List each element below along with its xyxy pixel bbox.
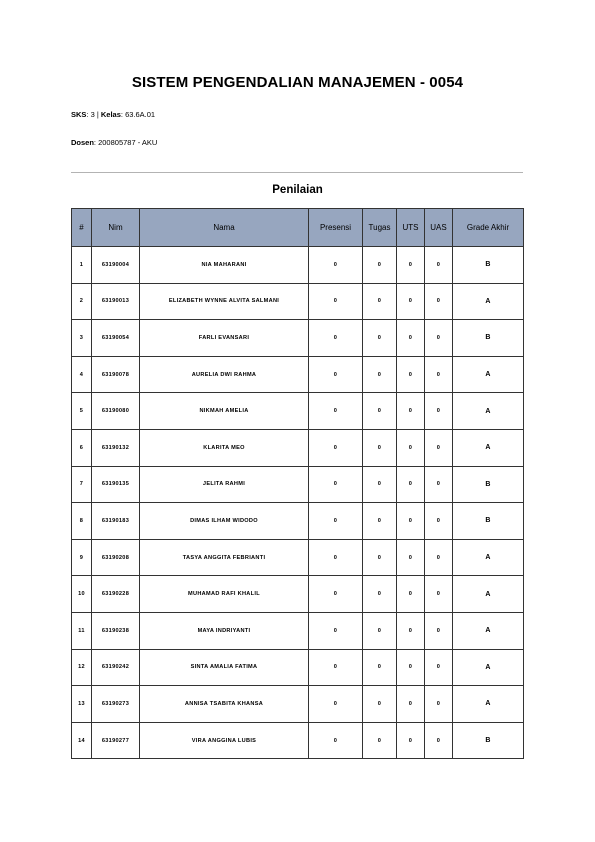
grade-cell: B xyxy=(453,466,524,503)
grade-cell: B xyxy=(453,722,524,759)
table-row xyxy=(72,356,524,393)
grade-cell: A xyxy=(453,356,524,393)
presensi-cell: 0 xyxy=(309,247,363,284)
uts-cell: 0 xyxy=(397,393,425,430)
tugas-cell: 0 xyxy=(363,539,397,576)
table-header-row xyxy=(72,209,524,247)
grade-cell: A xyxy=(453,686,524,723)
uts-cell: 0 xyxy=(397,722,425,759)
tugas-cell: 0 xyxy=(363,393,397,430)
table-row xyxy=(72,722,524,759)
header-tugas: Tugas xyxy=(363,209,397,247)
row-number: 4 xyxy=(72,356,92,393)
nama-cell: ELIZABETH WYNNE ALVITA SALMANI xyxy=(140,283,309,320)
uts-cell: 0 xyxy=(397,466,425,503)
header-presensi: Presensi xyxy=(309,209,363,247)
nim-cell: 63190228 xyxy=(92,576,140,613)
row-number: 11 xyxy=(72,612,92,649)
uts-cell: 0 xyxy=(397,686,425,723)
grade-cell: A xyxy=(453,393,524,430)
presensi-cell: 0 xyxy=(309,320,363,357)
dosen-line xyxy=(71,138,157,147)
presensi-cell: 0 xyxy=(309,576,363,613)
uas-cell: 0 xyxy=(425,539,453,576)
dosen-value: : 200805787 - AKU xyxy=(93,138,158,147)
presensi-cell: 0 xyxy=(309,612,363,649)
row-number: 9 xyxy=(72,539,92,576)
row-number: 12 xyxy=(72,649,92,686)
sks-label: SKS xyxy=(71,110,87,119)
presensi-cell: 0 xyxy=(309,429,363,466)
header-grade-akhir: Grade Akhir xyxy=(453,209,524,247)
table-row xyxy=(72,247,524,284)
grade-cell: A xyxy=(453,283,524,320)
row-number: 2 xyxy=(72,283,92,320)
presensi-cell: 0 xyxy=(309,283,363,320)
row-number: 10 xyxy=(72,576,92,613)
tugas-cell: 0 xyxy=(363,503,397,540)
dosen-label: Dosen xyxy=(71,138,94,147)
nama-cell: NIKMAH AMELIA xyxy=(140,393,309,430)
presensi-cell: 0 xyxy=(309,393,363,430)
grade-cell: A xyxy=(453,429,524,466)
nim-cell: 63190078 xyxy=(92,356,140,393)
presensi-cell: 0 xyxy=(309,466,363,503)
table-body xyxy=(72,247,524,759)
nama-cell: ANNISA TSABITA KHANSA xyxy=(140,686,309,723)
nama-cell: NIA MAHARANI xyxy=(140,247,309,284)
tugas-cell: 0 xyxy=(363,466,397,503)
tugas-cell: 0 xyxy=(363,283,397,320)
presensi-cell: 0 xyxy=(309,722,363,759)
nama-cell: JELITA RAHMI xyxy=(140,466,309,503)
header-nim: Nim xyxy=(92,209,140,247)
sks-kelas-line xyxy=(71,110,155,119)
row-number: 8 xyxy=(72,503,92,540)
presensi-cell: 0 xyxy=(309,503,363,540)
nim-cell: 63190132 xyxy=(92,429,140,466)
page-title: SISTEM PENGENDALIAN MANAJEMEN - 0054 xyxy=(131,74,464,91)
uts-cell: 0 xyxy=(397,649,425,686)
table-row xyxy=(72,576,524,613)
uts-cell: 0 xyxy=(397,320,425,357)
nama-cell: MUHAMAD RAFI KHALIL xyxy=(140,576,309,613)
uts-cell: 0 xyxy=(397,539,425,576)
grades-table xyxy=(71,208,524,759)
nim-cell: 63190004 xyxy=(92,247,140,284)
table-row xyxy=(72,503,524,540)
row-number: 5 xyxy=(72,393,92,430)
tugas-cell: 0 xyxy=(363,356,397,393)
nama-cell: MAYA INDRIYANTI xyxy=(140,612,309,649)
kelas-label: Kelas xyxy=(100,110,121,119)
tugas-cell: 0 xyxy=(363,576,397,613)
row-number: 14 xyxy=(72,722,92,759)
tugas-cell: 0 xyxy=(363,247,397,284)
nim-cell: 63190208 xyxy=(92,539,140,576)
nim-cell: 63190242 xyxy=(92,649,140,686)
table-row xyxy=(72,466,524,503)
header-uts: UTS xyxy=(397,209,425,247)
table-row xyxy=(72,283,524,320)
header-nama: Nama xyxy=(140,209,309,247)
grade-cell: A xyxy=(453,649,524,686)
tugas-cell: 0 xyxy=(363,612,397,649)
nim-cell: 63190277 xyxy=(92,722,140,759)
uas-cell: 0 xyxy=(425,466,453,503)
uas-cell: 0 xyxy=(425,722,453,759)
uts-cell: 0 xyxy=(397,612,425,649)
uas-cell: 0 xyxy=(425,649,453,686)
uts-cell: 0 xyxy=(397,283,425,320)
uas-cell: 0 xyxy=(425,576,453,613)
grade-cell: B xyxy=(453,320,524,357)
nama-cell: TASYA ANGGITA FEBRIANTI xyxy=(140,539,309,576)
nim-cell: 63190013 xyxy=(92,283,140,320)
divider xyxy=(71,172,523,173)
row-number: 3 xyxy=(72,320,92,357)
uas-cell: 0 xyxy=(425,247,453,284)
nim-cell: 63190054 xyxy=(92,320,140,357)
nama-cell: KLARITA MEO xyxy=(140,429,309,466)
grade-cell: B xyxy=(453,247,524,284)
section-title: Penilaian xyxy=(272,184,323,196)
grade-cell: B xyxy=(453,503,524,540)
row-number: 6 xyxy=(72,429,92,466)
header-uas: UAS xyxy=(425,209,453,247)
grade-cell: A xyxy=(453,612,524,649)
presensi-cell: 0 xyxy=(309,649,363,686)
row-number: 1 xyxy=(72,247,92,284)
tugas-cell: 0 xyxy=(363,649,397,686)
grade-cell: A xyxy=(453,576,524,613)
uas-cell: 0 xyxy=(425,612,453,649)
tugas-cell: 0 xyxy=(363,429,397,466)
uas-cell: 0 xyxy=(425,429,453,466)
tugas-cell: 0 xyxy=(363,722,397,759)
tugas-cell: 0 xyxy=(363,686,397,723)
nim-cell: 63190080 xyxy=(92,393,140,430)
tugas-cell: 0 xyxy=(363,320,397,357)
nim-cell: 63190273 xyxy=(92,686,140,723)
uts-cell: 0 xyxy=(397,247,425,284)
nama-cell: VIRA ANGGINA LUBIS xyxy=(140,722,309,759)
nim-cell: 63190135 xyxy=(92,466,140,503)
table-row xyxy=(72,539,524,576)
sks-value: : 3 | xyxy=(86,110,101,119)
table-row xyxy=(72,649,524,686)
uas-cell: 0 xyxy=(425,686,453,723)
uas-cell: 0 xyxy=(425,356,453,393)
header-number: # xyxy=(72,209,92,247)
nim-cell: 63190238 xyxy=(92,612,140,649)
uts-cell: 0 xyxy=(397,576,425,613)
nama-cell: SINTA AMALIA FATIMA xyxy=(140,649,309,686)
table-row xyxy=(72,686,524,723)
nama-cell: DIMAS ILHAM WIDODO xyxy=(140,503,309,540)
nama-cell: FARLI EVANSARI xyxy=(140,320,309,357)
row-number: 13 xyxy=(72,686,92,723)
uts-cell: 0 xyxy=(397,503,425,540)
table-row xyxy=(72,612,524,649)
nama-cell: AURELIA DWI RAHMA xyxy=(140,356,309,393)
uas-cell: 0 xyxy=(425,283,453,320)
kelas-value: : 63.6A.01 xyxy=(120,110,156,119)
uas-cell: 0 xyxy=(425,393,453,430)
nim-cell: 63190183 xyxy=(92,503,140,540)
row-number: 7 xyxy=(72,466,92,503)
uas-cell: 0 xyxy=(425,503,453,540)
presensi-cell: 0 xyxy=(309,539,363,576)
presensi-cell: 0 xyxy=(309,356,363,393)
presensi-cell: 0 xyxy=(309,686,363,723)
uas-cell: 0 xyxy=(425,320,453,357)
grade-cell: A xyxy=(453,539,524,576)
uts-cell: 0 xyxy=(397,356,425,393)
uts-cell: 0 xyxy=(397,429,425,466)
table-row xyxy=(72,429,524,466)
table-row xyxy=(72,393,524,430)
table-row xyxy=(72,320,524,357)
